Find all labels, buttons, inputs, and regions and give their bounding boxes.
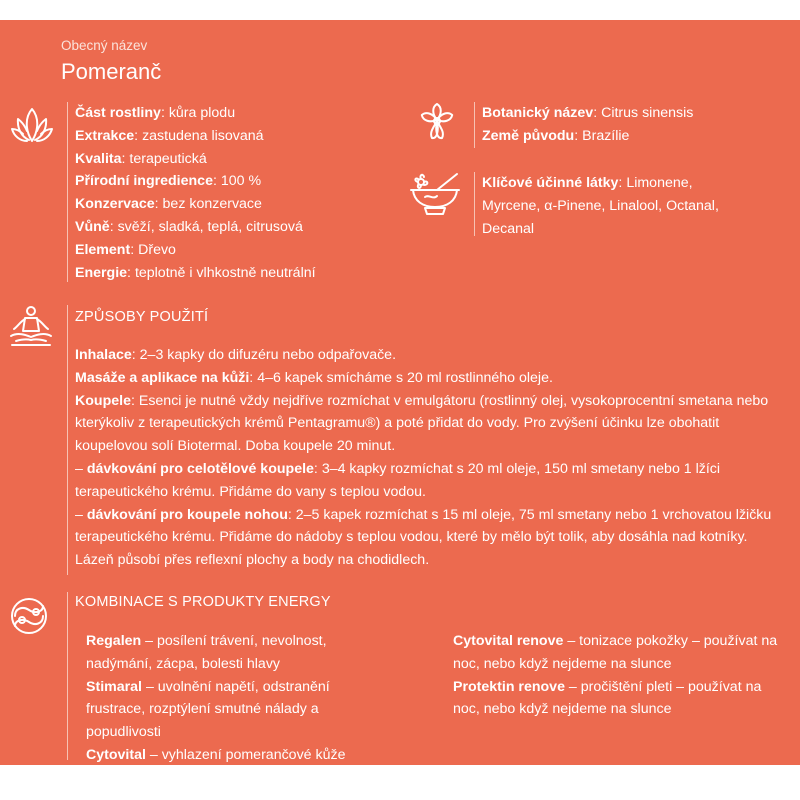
- usage-key: Koupele: [75, 392, 131, 409]
- combo-item: [86, 630, 391, 676]
- active-line-2: Myrcene, α-Pinene, Linalool, Octanal,: [482, 197, 719, 214]
- active-key: Klíčové účinné látky: [482, 175, 619, 191]
- divider-combos: [67, 592, 68, 760]
- usage-section-title: ZPŮSOBY POUŽITÍ: [75, 309, 209, 325]
- info-row: Extrakce: zastudena lisovaná: [75, 127, 264, 144]
- dash: –: [75, 460, 83, 477]
- info-value: zastudena lisovaná: [142, 127, 264, 144]
- combo-item: [86, 676, 391, 744]
- info-row: Země původu: Brazílie: [482, 127, 630, 144]
- dash: –: [75, 506, 83, 523]
- info-row: Přírodní ingredience: 100 %: [75, 173, 262, 190]
- info-value: kůra plodu: [168, 105, 236, 121]
- info-row: Část rostliny: kůra plodu: [75, 105, 236, 121]
- divider-usage: [67, 305, 68, 575]
- combo-desc: – uvolnění napětí, odstranění frustrace, rozptýlení smutné nálady a popudlivosti: [86, 678, 330, 741]
- info-value: svěží, sladká, teplá, citrusová: [117, 218, 303, 235]
- info-value: Citrus sinensis: [601, 105, 694, 121]
- info-key: Vůně: [75, 218, 110, 235]
- page-title: Pomeranč: [61, 59, 162, 84]
- info-key: Botanický název: [482, 105, 594, 121]
- combo-desc: – pročištění pleti – používat na noc, nebo když nejdeme na slunce: [453, 678, 762, 718]
- info-value: bez konzervace: [162, 196, 262, 213]
- info-row: Element: Dřevo: [75, 241, 176, 258]
- info-key: Část rostliny: [75, 105, 161, 121]
- combo-item: [453, 676, 783, 722]
- info-value: Brazílie: [582, 127, 630, 144]
- usage-koupele: Koupele: Esenci je nutné vždy nejdříve rozmíchat v emulgátoru (rostlinný olej, vysokoprocentní smetana nebo kterýkoliv z terapeutických krémů Pentagramu®) a poté přidat do vody. Pro zvýšení účinku lze obohatit koupelovou solí Biotermal. Doba koupele 20 minut.: [75, 392, 769, 455]
- info-key: Konzervace: [75, 196, 155, 213]
- combo-desc: – tonizace pokožky – používat na noc, nebo když nejdeme na slunce: [453, 633, 778, 672]
- info-row: Vůně: svěží, sladká, teplá, citrusová: [75, 218, 303, 235]
- info-value: terapeutická: [129, 150, 207, 167]
- active-line-3: Decanal: [482, 220, 535, 237]
- botanical-list: [482, 102, 693, 148]
- divider-botanical: [474, 102, 475, 148]
- combo-desc: – vyhlazení pomerančové kůže: [149, 746, 346, 763]
- common-name-label: Obecný název: [61, 38, 148, 53]
- info-value: 100 %: [220, 173, 262, 190]
- usage-masaze: Masáže a aplikace na kůži: 4–6 kapek smícháme s 20 ml rostlinného oleje.: [75, 369, 553, 386]
- info-row: Konzervace: bez konzervace: [75, 196, 262, 213]
- plant-info-list: [75, 102, 316, 284]
- usage-nohou: – dávkování pro koupele nohou: 2–5 kapek rozmíchat s 15 ml oleje, 75 ml smetany nebo 1 vrchovatou lžičku terapeutického krému. Přidáme do nádoby s teplou vodou, které by mělo být tolik, aby dosáhla nad kotníky. Lázeň působí přes reflexní plochy a body na chodidlech.: [75, 506, 772, 569]
- active-line-1: Limonene,: [626, 175, 693, 191]
- meditation-icon: [8, 304, 54, 348]
- usage-text: 2–3 kapky do difuzéru nebo odpařovače.: [139, 347, 397, 363]
- usage-text: Esenci je nutné vždy nejdříve rozmíchat v emulgátoru (rostlinný olej, vysokoprocentní smetana nebo kterýkoliv z terapeutických krémů Pentagramu®) a poté přidat do vody. Pro zvýšení účinku lze obohatit koupelovou solí Biotermal. Doba koupele 20 minut.: [75, 392, 769, 455]
- combo-name: Cytovital: [86, 746, 146, 763]
- mortar-pestle-icon: [407, 170, 463, 218]
- combos-section-title: KOMBINACE S PRODUKTY ENERGY: [75, 594, 331, 610]
- usage-text: 3–4 kapky rozmíchat s 20 ml oleje, 150 ml smetany nebo 1 lžíci terapeutického krému. Přidáme do vany s teplou vodou.: [75, 460, 721, 500]
- flower-icon: [415, 100, 459, 144]
- usage-key: dávkování pro celotělové koupele: [86, 460, 314, 477]
- bottom-margin: [0, 765, 800, 800]
- active-substances: Klíčové účinné látky: Limonene, Myrcene, α-Pinene, Linalool, Octanal, Decanal: [482, 172, 719, 240]
- usage-text: 2–5 kapek rozmíchat s 15 ml oleje, 75 ml smetany nebo 1 vrchovatou lžičku terapeutického krému. Přidáme do nádoby s teplou vodou, které by mělo být tolik, aby dosáhla nad kotníky. Lázeň působí přes reflexní plochy a body na chodidlech.: [75, 506, 772, 569]
- info-key: Kvalita: [75, 150, 122, 167]
- info-key: Země původu: [482, 127, 575, 144]
- divider-active: [474, 172, 475, 236]
- combo-name: Protektin renove: [453, 678, 565, 695]
- info-value: Dřevo: [138, 241, 176, 258]
- info-value: teplotně i vlhkostně neutrální: [134, 264, 316, 281]
- usage-key: Masáže a aplikace na kůži: [75, 369, 250, 386]
- info-key: Extrakce: [75, 127, 135, 144]
- divider-plant: [67, 102, 68, 282]
- info-key: Element: [75, 241, 131, 258]
- info-key: Přírodní ingredience: [75, 173, 213, 190]
- info-key: Energie: [75, 264, 128, 281]
- combos-right: [453, 630, 783, 721]
- combo-item: [453, 630, 783, 676]
- info-row: Energie: teplotně i vlhkostně neutrální: [75, 264, 316, 281]
- usage-inhalace: Inhalace: 2–3 kapky do difuzéru nebo odpařovače.: [75, 347, 397, 363]
- top-margin: [0, 0, 800, 20]
- info-row: Kvalita: terapeutická: [75, 150, 207, 167]
- usage-content: [75, 344, 785, 572]
- combos-left: [86, 630, 391, 767]
- usage-key: dávkování pro koupele nohou: [86, 506, 288, 523]
- combo-name: Cytovital renove: [453, 633, 564, 649]
- info-row: Botanický název: Citrus sinensis: [482, 105, 694, 121]
- lotus-icon: [10, 104, 54, 148]
- combo-item: [86, 744, 391, 767]
- combo-name: Regalen: [86, 633, 142, 649]
- combo-name: Stimaral: [86, 678, 142, 695]
- usage-celotelove: – dávkování pro celotělové koupele: 3–4 kapky rozmíchat s 20 ml oleje, 150 ml smetany nebo 1 lžíci terapeutického krému. Přidáme do vany s teplou vodou.: [75, 460, 721, 500]
- energy-symbol-icon: [9, 596, 49, 636]
- usage-text: 4–6 kapek smícháme s 20 ml rostlinného oleje.: [257, 369, 553, 386]
- usage-key: Inhalace: [75, 347, 132, 363]
- combo-desc: – posílení trávení, nevolnost, nadýmání, zácpa, bolesti hlavy: [86, 633, 327, 672]
